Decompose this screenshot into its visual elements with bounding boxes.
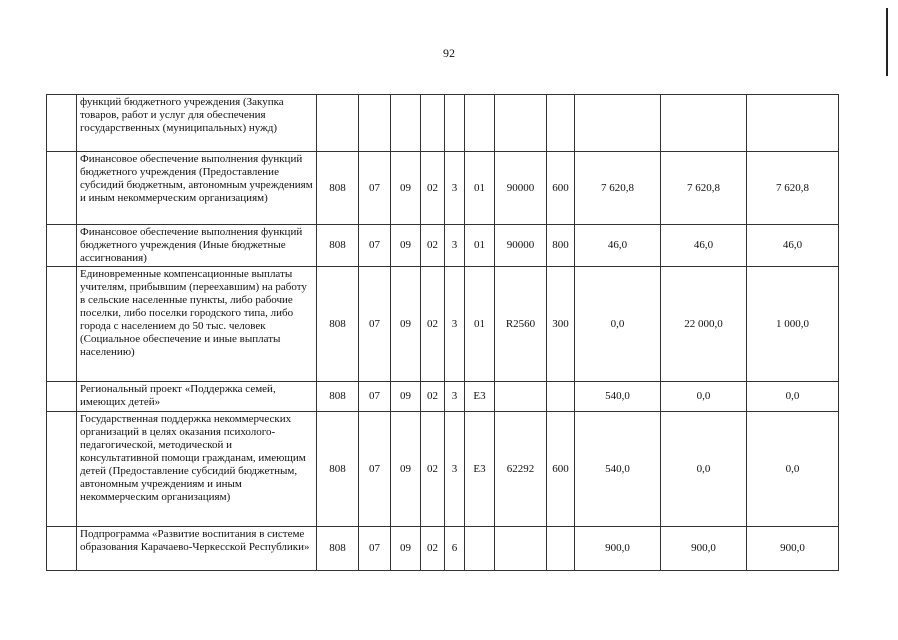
expense-code-cell bbox=[495, 95, 547, 152]
section-cell: 07 bbox=[359, 267, 391, 382]
subsection-cell: 09 bbox=[391, 412, 421, 527]
amount-year1-cell: 540,0 bbox=[575, 412, 661, 527]
expense-type-cell: 600 bbox=[547, 152, 575, 225]
amount-year3-cell: 46,0 bbox=[747, 225, 839, 267]
expense-type-cell: 800 bbox=[547, 225, 575, 267]
expense-type-cell bbox=[547, 382, 575, 412]
item-name-cell: Государственная поддержка некоммерческих организаций в целях оказания психолого-педагогической, методической и консультативной помощи гражданам, имеющим детей (Предоставление субсидий бюджетным, автономным учреждениям и иным некоммерческим организациям) bbox=[77, 412, 317, 527]
ministry-code-cell: 808 bbox=[317, 225, 359, 267]
program-cell: 02 bbox=[421, 152, 445, 225]
subsection-cell: 09 bbox=[391, 225, 421, 267]
program-cell: 02 bbox=[421, 225, 445, 267]
measure-cell bbox=[465, 527, 495, 571]
program-cell: 02 bbox=[421, 527, 445, 571]
amount-year2-cell: 7 620,8 bbox=[661, 152, 747, 225]
table-row bbox=[47, 95, 839, 152]
expense-code-cell: R2560 bbox=[495, 267, 547, 382]
subsection-cell: 09 bbox=[391, 382, 421, 412]
subprogram-cell: 3 bbox=[445, 225, 465, 267]
row-number-cell bbox=[47, 152, 77, 225]
amount-year1-cell: 46,0 bbox=[575, 225, 661, 267]
measure-cell: E3 bbox=[465, 412, 495, 527]
row-number-cell bbox=[47, 225, 77, 267]
measure-cell bbox=[465, 95, 495, 152]
table-row bbox=[47, 382, 839, 412]
ministry-code-cell bbox=[317, 95, 359, 152]
expense-code-cell: 62292 bbox=[495, 412, 547, 527]
amount-year3-cell: 7 620,8 bbox=[747, 152, 839, 225]
section-cell: 07 bbox=[359, 152, 391, 225]
subsection-cell: 09 bbox=[391, 527, 421, 571]
expense-code-cell bbox=[495, 527, 547, 571]
amount-year3-cell: 1 000,0 bbox=[747, 267, 839, 382]
expense-type-cell bbox=[547, 527, 575, 571]
amount-year1-cell: 0,0 bbox=[575, 267, 661, 382]
amount-year3-cell bbox=[747, 95, 839, 152]
amount-year2-cell: 46,0 bbox=[661, 225, 747, 267]
program-cell: 02 bbox=[421, 382, 445, 412]
ministry-code-cell: 808 bbox=[317, 267, 359, 382]
amount-year2-cell: 0,0 bbox=[661, 412, 747, 527]
amount-year1-cell: 7 620,8 bbox=[575, 152, 661, 225]
table-row bbox=[47, 152, 839, 225]
program-cell: 02 bbox=[421, 412, 445, 527]
ministry-code-cell: 808 bbox=[317, 382, 359, 412]
row-number-cell bbox=[47, 382, 77, 412]
amount-year2-cell: 22 000,0 bbox=[661, 267, 747, 382]
expense-type-cell: 600 bbox=[547, 412, 575, 527]
subprogram-cell: 3 bbox=[445, 152, 465, 225]
measure-cell: 01 bbox=[465, 267, 495, 382]
table-row bbox=[47, 412, 839, 527]
table-row bbox=[47, 267, 839, 382]
expense-code-cell: 90000 bbox=[495, 225, 547, 267]
page-edge-line bbox=[886, 8, 888, 76]
subprogram-cell: 6 bbox=[445, 527, 465, 571]
row-number-cell bbox=[47, 412, 77, 527]
ministry-code-cell: 808 bbox=[317, 152, 359, 225]
section-cell: 07 bbox=[359, 382, 391, 412]
amount-year1-cell: 540,0 bbox=[575, 382, 661, 412]
amount-year2-cell bbox=[661, 95, 747, 152]
subsection-cell: 09 bbox=[391, 152, 421, 225]
expense-type-cell: 300 bbox=[547, 267, 575, 382]
measure-cell: 01 bbox=[465, 152, 495, 225]
section-cell: 07 bbox=[359, 527, 391, 571]
section-cell bbox=[359, 95, 391, 152]
subsection-cell: 09 bbox=[391, 267, 421, 382]
row-number-cell bbox=[47, 95, 77, 152]
measure-cell: E3 bbox=[465, 382, 495, 412]
table-row bbox=[47, 225, 839, 267]
item-name-cell: Финансовое обеспечение выполнения функций бюджетного учреждения (Иные бюджетные ассигнования) bbox=[77, 225, 317, 267]
ministry-code-cell: 808 bbox=[317, 527, 359, 571]
section-cell: 07 bbox=[359, 225, 391, 267]
ministry-code-cell: 808 bbox=[317, 412, 359, 527]
amount-year2-cell: 900,0 bbox=[661, 527, 747, 571]
budget-table bbox=[46, 94, 839, 571]
expense-code-cell bbox=[495, 382, 547, 412]
item-name-cell: Единовременные компенсационные выплаты учителям, прибывшим (переехавшим) на работу в сельские населенные пункты, либо рабочие поселки, либо поселки городского типа, либо города с населением до 50 тыс. человек (Социальное обеспечение и иные выплаты населению) bbox=[77, 267, 317, 382]
item-name-cell: Финансовое обеспечение выполнения функций бюджетного учреждения (Предоставление субсидий бюджетным, автономным учреждениям и иным некоммерческим организациям) bbox=[77, 152, 317, 225]
subprogram-cell: 3 bbox=[445, 412, 465, 527]
section-cell: 07 bbox=[359, 412, 391, 527]
expense-type-cell bbox=[547, 95, 575, 152]
item-name-cell: функций бюджетного учреждения (Закупка товаров, работ и услуг для обеспечения государственных (муниципальных) нужд) bbox=[77, 95, 317, 152]
measure-cell: 01 bbox=[465, 225, 495, 267]
table-body bbox=[47, 95, 839, 571]
amount-year3-cell: 900,0 bbox=[747, 527, 839, 571]
program-cell: 02 bbox=[421, 267, 445, 382]
amount-year2-cell: 0,0 bbox=[661, 382, 747, 412]
subprogram-cell: 3 bbox=[445, 267, 465, 382]
table-row bbox=[47, 527, 839, 571]
amount-year1-cell: 900,0 bbox=[575, 527, 661, 571]
item-name-cell: Подпрограмма «Развитие воспитания в системе образования Карачаево-Черкесской Республики» bbox=[77, 527, 317, 571]
program-cell bbox=[421, 95, 445, 152]
row-number-cell bbox=[47, 527, 77, 571]
item-name-cell: Региональный проект «Поддержка семей, имеющих детей» bbox=[77, 382, 317, 412]
page-number: 92 bbox=[443, 46, 455, 60]
subsection-cell bbox=[391, 95, 421, 152]
subprogram-cell: 3 bbox=[445, 382, 465, 412]
row-number-cell bbox=[47, 267, 77, 382]
expense-code-cell: 90000 bbox=[495, 152, 547, 225]
amount-year1-cell bbox=[575, 95, 661, 152]
amount-year3-cell: 0,0 bbox=[747, 412, 839, 527]
subprogram-cell bbox=[445, 95, 465, 152]
amount-year3-cell: 0,0 bbox=[747, 382, 839, 412]
